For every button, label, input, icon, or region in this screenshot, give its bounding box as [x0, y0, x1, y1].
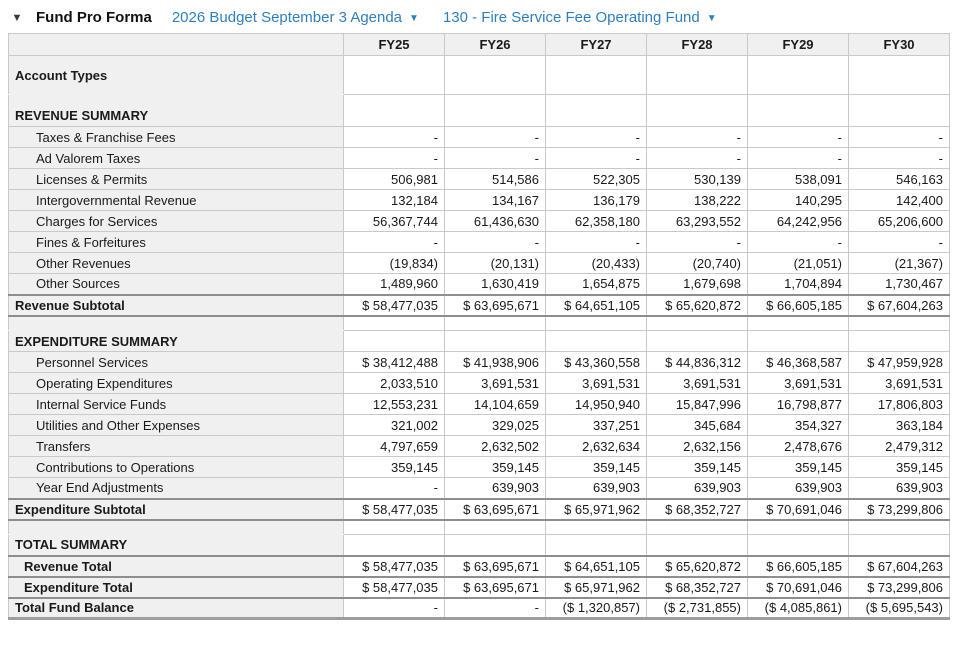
cell-value: 1,704,894	[748, 274, 849, 295]
table-row	[9, 253, 950, 274]
row-label: Operating Expenditures	[9, 373, 344, 394]
cell-value: -	[849, 148, 950, 169]
cell-value: -	[849, 127, 950, 148]
cell-value: 61,436,630	[445, 211, 546, 232]
row-label: Taxes & Franchise Fees	[9, 127, 344, 148]
cell-value: -	[849, 232, 950, 253]
cell-value: 2,632,156	[647, 436, 748, 457]
chevron-down-icon: ▼	[706, 13, 717, 24]
cell-value: 16,798,877	[748, 394, 849, 415]
column-header-fy28: FY28	[647, 34, 748, 56]
cell-value: 14,950,940	[546, 394, 647, 415]
cell-value: 514,586	[445, 169, 546, 190]
cell-value	[849, 95, 950, 127]
cell-value: -	[546, 127, 647, 148]
cell-value	[748, 316, 849, 331]
row-label: EXPENDITURE SUMMARY	[9, 331, 344, 352]
cell-value	[445, 56, 546, 95]
table-row	[9, 232, 950, 253]
cell-value: 3,691,531	[748, 373, 849, 394]
cell-value: -	[445, 232, 546, 253]
cell-value: 12,553,231	[344, 394, 445, 415]
cell-value: 3,691,531	[546, 373, 647, 394]
cell-value: $ 65,620,872	[647, 556, 748, 577]
cell-value	[546, 520, 647, 535]
cell-value: 359,145	[445, 457, 546, 478]
table-row	[9, 274, 950, 295]
cell-value: $ 64,651,105	[546, 295, 647, 316]
cell-value: 2,033,510	[344, 373, 445, 394]
cell-value: $ 67,604,263	[849, 556, 950, 577]
table-row	[9, 331, 950, 352]
cell-value: -	[748, 232, 849, 253]
cell-value: 639,903	[647, 478, 748, 499]
table-row	[9, 316, 950, 331]
cell-value: 134,167	[445, 190, 546, 211]
cell-value: -	[344, 148, 445, 169]
cell-value: 321,002	[344, 415, 445, 436]
cell-value	[546, 316, 647, 331]
fund-dropdown-label: 130 - Fire Service Fee Operating Fund	[442, 9, 700, 26]
cell-value: 345,684	[647, 415, 748, 436]
cell-value: ($ 2,731,855)	[647, 598, 748, 619]
cell-value	[748, 535, 849, 556]
cell-value: 64,242,956	[748, 211, 849, 232]
cell-value	[647, 520, 748, 535]
cell-value: 3,691,531	[849, 373, 950, 394]
cell-value: $ 73,299,806	[849, 499, 950, 520]
cell-value: $ 67,604,263	[849, 295, 950, 316]
cell-value: -	[748, 127, 849, 148]
row-label: Revenue Subtotal	[9, 295, 344, 316]
row-label: Contributions to Operations	[9, 457, 344, 478]
cell-value: $ 58,477,035	[344, 499, 445, 520]
page-title: Fund Pro Forma	[36, 9, 152, 26]
cell-value	[849, 56, 950, 95]
cell-value: 2,479,312	[849, 436, 950, 457]
cell-value	[546, 331, 647, 352]
row-label: Expenditure Subtotal	[9, 499, 344, 520]
cell-value: 2,632,634	[546, 436, 647, 457]
cell-value: -	[647, 148, 748, 169]
row-label: Utilities and Other Expenses	[9, 415, 344, 436]
row-label-header	[9, 34, 344, 56]
cell-value: 546,163	[849, 169, 950, 190]
cell-value: $ 44,836,312	[647, 352, 748, 373]
cell-value: 17,806,803	[849, 394, 950, 415]
cell-value: $ 58,477,035	[344, 577, 445, 598]
cell-value	[849, 535, 950, 556]
cell-value	[445, 520, 546, 535]
fund-dropdown[interactable]	[443, 9, 717, 26]
cell-value: -	[647, 232, 748, 253]
cell-value: 62,358,180	[546, 211, 647, 232]
cell-value: 14,104,659	[445, 394, 546, 415]
cell-value: -	[344, 478, 445, 499]
column-header-fy26: FY26	[445, 34, 546, 56]
cell-value: -	[546, 148, 647, 169]
cell-value	[344, 520, 445, 535]
cell-value: 354,327	[748, 415, 849, 436]
cell-value: 136,179	[546, 190, 647, 211]
cell-value: 1,730,467	[849, 274, 950, 295]
toolbar	[0, 0, 957, 33]
table-row	[9, 415, 950, 436]
cell-value: $ 38,412,488	[344, 352, 445, 373]
cell-value	[344, 95, 445, 127]
column-header-row	[9, 34, 950, 56]
cell-value: $ 63,695,671	[445, 499, 546, 520]
table-row	[9, 499, 950, 520]
cell-value: -	[748, 148, 849, 169]
cell-value: 359,145	[748, 457, 849, 478]
cell-value: ($ 4,085,861)	[748, 598, 849, 619]
cell-value: $ 58,477,035	[344, 556, 445, 577]
cell-value: $ 68,352,727	[647, 577, 748, 598]
table-row	[9, 373, 950, 394]
cell-value: 2,478,676	[748, 436, 849, 457]
row-label: Fines & Forfeitures	[9, 232, 344, 253]
cell-value: 363,184	[849, 415, 950, 436]
table-row	[9, 169, 950, 190]
row-label: Internal Service Funds	[9, 394, 344, 415]
cell-value	[344, 535, 445, 556]
cell-value: 1,654,875	[546, 274, 647, 295]
cell-value: 639,903	[445, 478, 546, 499]
cell-value: 337,251	[546, 415, 647, 436]
cell-value: 522,305	[546, 169, 647, 190]
cell-value: $ 65,971,962	[546, 577, 647, 598]
table-row	[9, 577, 950, 598]
budget-dropdown-label: 2026 Budget September 3 Agenda	[171, 9, 403, 26]
cell-value	[647, 331, 748, 352]
column-header-fy27: FY27	[546, 34, 647, 56]
column-header-fy25: FY25	[344, 34, 445, 56]
cell-value: 15,847,996	[647, 394, 748, 415]
budget-dropdown[interactable]	[172, 9, 419, 26]
cell-value: (21,367)	[849, 253, 950, 274]
cell-value: 4,797,659	[344, 436, 445, 457]
cell-value: 530,139	[647, 169, 748, 190]
cell-value: -	[647, 127, 748, 148]
cell-value	[546, 535, 647, 556]
cell-value	[546, 95, 647, 127]
cell-value	[748, 331, 849, 352]
row-label: Account Types	[9, 56, 344, 95]
cell-value	[849, 316, 950, 331]
cell-value: $ 58,477,035	[344, 295, 445, 316]
pro-forma-table	[8, 33, 950, 620]
cell-value: (20,433)	[546, 253, 647, 274]
cell-value: -	[445, 148, 546, 169]
cell-value: $ 65,620,872	[647, 295, 748, 316]
table-row	[9, 148, 950, 169]
cell-value: 506,981	[344, 169, 445, 190]
cell-value	[445, 331, 546, 352]
cell-value	[344, 56, 445, 95]
cell-value: $ 63,695,671	[445, 295, 546, 316]
cell-value	[445, 535, 546, 556]
cell-value: 359,145	[344, 457, 445, 478]
table-row	[9, 56, 950, 95]
cell-value	[344, 331, 445, 352]
cell-value: 329,025	[445, 415, 546, 436]
cell-value: -	[546, 232, 647, 253]
cell-value: 359,145	[849, 457, 950, 478]
table-row	[9, 535, 950, 556]
table-row	[9, 556, 950, 577]
cell-value: 3,691,531	[445, 373, 546, 394]
table-row	[9, 211, 950, 232]
cell-value: -	[344, 232, 445, 253]
cell-value: $ 70,691,046	[748, 499, 849, 520]
cell-value: 639,903	[748, 478, 849, 499]
cell-value	[748, 520, 849, 535]
row-label: TOTAL SUMMARY	[9, 535, 344, 556]
cell-value	[647, 56, 748, 95]
cell-value: $ 66,605,185	[748, 556, 849, 577]
table-row	[9, 295, 950, 316]
cell-value: 132,184	[344, 190, 445, 211]
cell-value	[647, 316, 748, 331]
table-body	[9, 56, 950, 619]
table-row	[9, 478, 950, 499]
cell-value: 65,206,600	[849, 211, 950, 232]
table-row	[9, 457, 950, 478]
collapse-caret-icon[interactable]: ▼	[11, 11, 23, 24]
table-row	[9, 436, 950, 457]
row-label: Ad Valorem Taxes	[9, 148, 344, 169]
cell-value: 3,691,531	[647, 373, 748, 394]
table-row	[9, 127, 950, 148]
cell-value: 1,489,960	[344, 274, 445, 295]
cell-value: $ 68,352,727	[647, 499, 748, 520]
cell-value: 639,903	[849, 478, 950, 499]
cell-value: $ 43,360,558	[546, 352, 647, 373]
cell-value: $ 64,651,105	[546, 556, 647, 577]
column-header-fy30: FY30	[849, 34, 950, 56]
table-row	[9, 394, 950, 415]
cell-value: 140,295	[748, 190, 849, 211]
cell-value: ($ 1,320,857)	[546, 598, 647, 619]
cell-value	[344, 316, 445, 331]
table-row	[9, 598, 950, 619]
cell-value: -	[445, 127, 546, 148]
cell-value	[546, 56, 647, 95]
cell-value	[748, 95, 849, 127]
cell-value: 359,145	[546, 457, 647, 478]
row-label	[9, 316, 344, 331]
cell-value: ($ 5,695,543)	[849, 598, 950, 619]
cell-value: -	[445, 598, 546, 619]
cell-value: 538,091	[748, 169, 849, 190]
row-label: Personnel Services	[9, 352, 344, 373]
row-label: Other Sources	[9, 274, 344, 295]
row-label	[9, 520, 344, 535]
cell-value: $ 70,691,046	[748, 577, 849, 598]
table-row	[9, 520, 950, 535]
row-label: Transfers	[9, 436, 344, 457]
cell-value: (20,131)	[445, 253, 546, 274]
cell-value: 56,367,744	[344, 211, 445, 232]
row-label: Licenses & Permits	[9, 169, 344, 190]
row-label: Other Revenues	[9, 253, 344, 274]
cell-value: -	[344, 598, 445, 619]
row-label: REVENUE SUMMARY	[9, 95, 344, 127]
column-header-fy29: FY29	[748, 34, 849, 56]
cell-value: 138,222	[647, 190, 748, 211]
cell-value	[445, 316, 546, 331]
cell-value: 63,293,552	[647, 211, 748, 232]
cell-value: $ 47,959,928	[849, 352, 950, 373]
cell-value: 1,630,419	[445, 274, 546, 295]
chevron-down-icon: ▼	[409, 13, 419, 24]
row-label: Intergovernmental Revenue	[9, 190, 344, 211]
cell-value: 1,679,698	[647, 274, 748, 295]
cell-value	[647, 95, 748, 127]
cell-value	[647, 535, 748, 556]
cell-value: (21,051)	[748, 253, 849, 274]
cell-value	[849, 331, 950, 352]
cell-value: 142,400	[849, 190, 950, 211]
cell-value	[445, 95, 546, 127]
table-row	[9, 190, 950, 211]
cell-value: 359,145	[647, 457, 748, 478]
table-row	[9, 95, 950, 127]
cell-value: (20,740)	[647, 253, 748, 274]
cell-value: -	[344, 127, 445, 148]
cell-value: 2,632,502	[445, 436, 546, 457]
cell-value: $ 41,938,906	[445, 352, 546, 373]
cell-value: $ 46,368,587	[748, 352, 849, 373]
row-label: Total Fund Balance	[9, 598, 344, 619]
cell-value: $ 63,695,671	[445, 556, 546, 577]
row-label: Revenue Total	[9, 556, 344, 577]
cell-value: $ 66,605,185	[748, 295, 849, 316]
cell-value: $ 73,299,806	[849, 577, 950, 598]
cell-value	[849, 520, 950, 535]
cell-value	[748, 56, 849, 95]
cell-value: 639,903	[546, 478, 647, 499]
cell-value: $ 63,695,671	[445, 577, 546, 598]
table-row	[9, 352, 950, 373]
row-label: Expenditure Total	[9, 577, 344, 598]
row-label: Year End Adjustments	[9, 478, 344, 499]
row-label: Charges for Services	[9, 211, 344, 232]
cell-value: $ 65,971,962	[546, 499, 647, 520]
cell-value: (19,834)	[344, 253, 445, 274]
